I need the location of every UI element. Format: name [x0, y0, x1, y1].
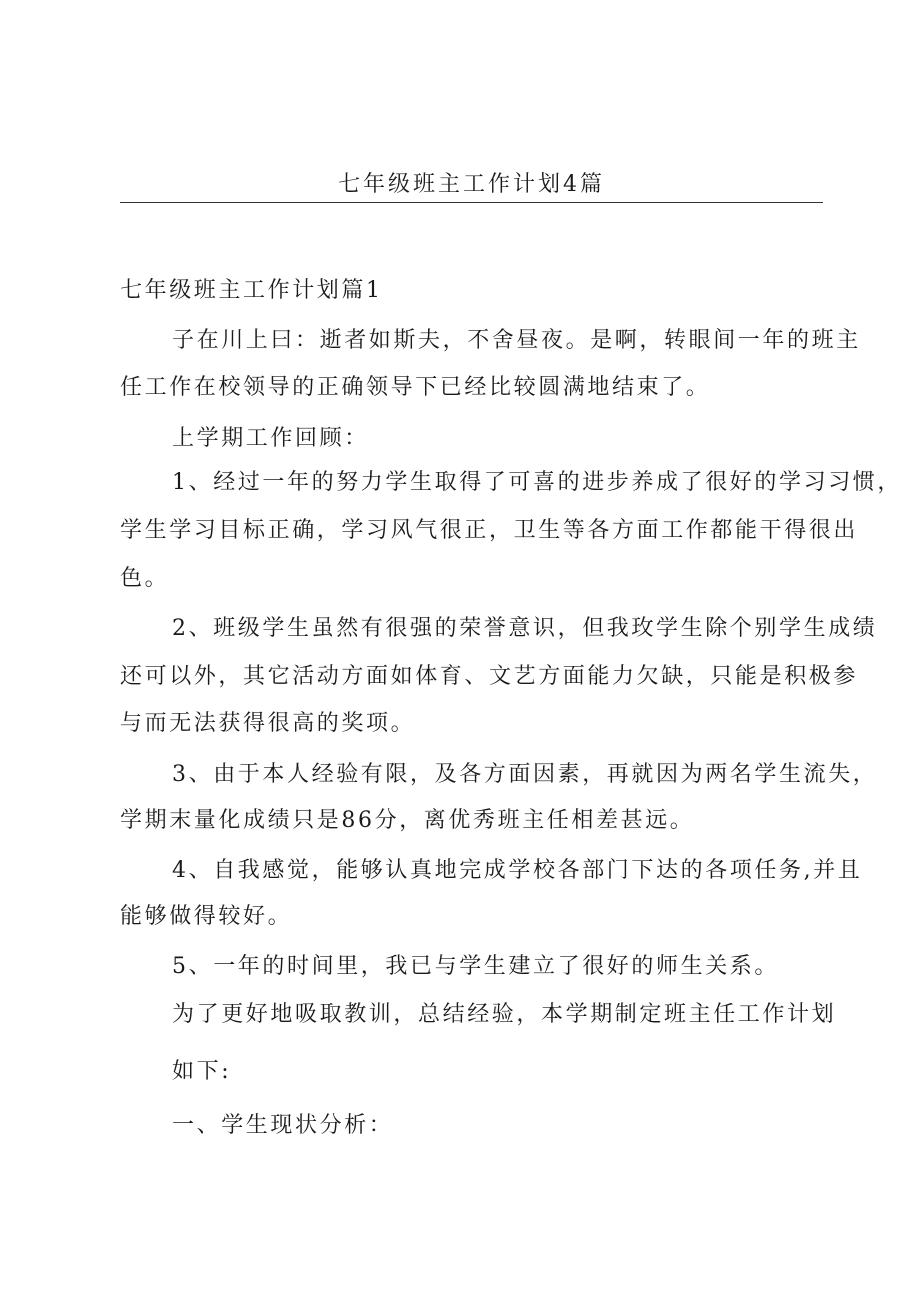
title-divider	[120, 202, 823, 203]
paragraph-line: 学期末量化成绩只是86分，离优秀班主任相差甚远。	[120, 808, 695, 833]
paragraph-line: 任工作在校领导的正确领导下已经比较圆满地结束了。	[120, 375, 711, 400]
paragraph-line: 1、经过一年的努力学生取得了可喜的进步养成了很好的学习习惯，	[172, 470, 902, 495]
paragraph-line: 色。	[120, 566, 170, 591]
paragraph-line: 上学期工作回顾：	[172, 426, 369, 451]
paragraph-line: 3、由于本人经验有限，及各方面因素，再就因为两名学生流失，	[172, 762, 878, 787]
paragraph-line: 5、一年的时间里，我已与学生建立了很好的师生关系。	[172, 954, 779, 979]
document-title: 七年级班主工作计划4篇	[338, 172, 605, 197]
paragraph-line: 4、自我感觉，能够认真地完成学校各部门下达的各项任务,并且	[172, 858, 863, 883]
paragraph-line: 为了更好地吸取教训，总结经验，本学期制定班主任工作计划	[172, 1002, 837, 1027]
paragraph-line: 能够做得较好。	[120, 904, 293, 929]
paragraph-line: 还可以外，其它活动方面如体育、文艺方面能力欠缺，只能是积极参	[120, 664, 859, 689]
paragraph-line: 与而无法获得很高的奖项。	[120, 711, 416, 736]
section-heading: 七年级班主工作计划篇1	[120, 278, 383, 303]
subsection-heading: 一、学生现状分析：	[172, 1113, 394, 1138]
paragraph-line: 学生学习目标正确，学习风气很正，卫生等各方面工作都能干得很出	[120, 518, 859, 543]
paragraph-line: 子在川上曰：逝者如斯夫，不舍昼夜。是啊，转眼间一年的班主	[172, 328, 861, 353]
paragraph-line: 2、班级学生虽然有很强的荣誉意识，但我玫学生除个别学生成绩	[172, 616, 878, 641]
paragraph-line: 如下:	[172, 1059, 232, 1084]
